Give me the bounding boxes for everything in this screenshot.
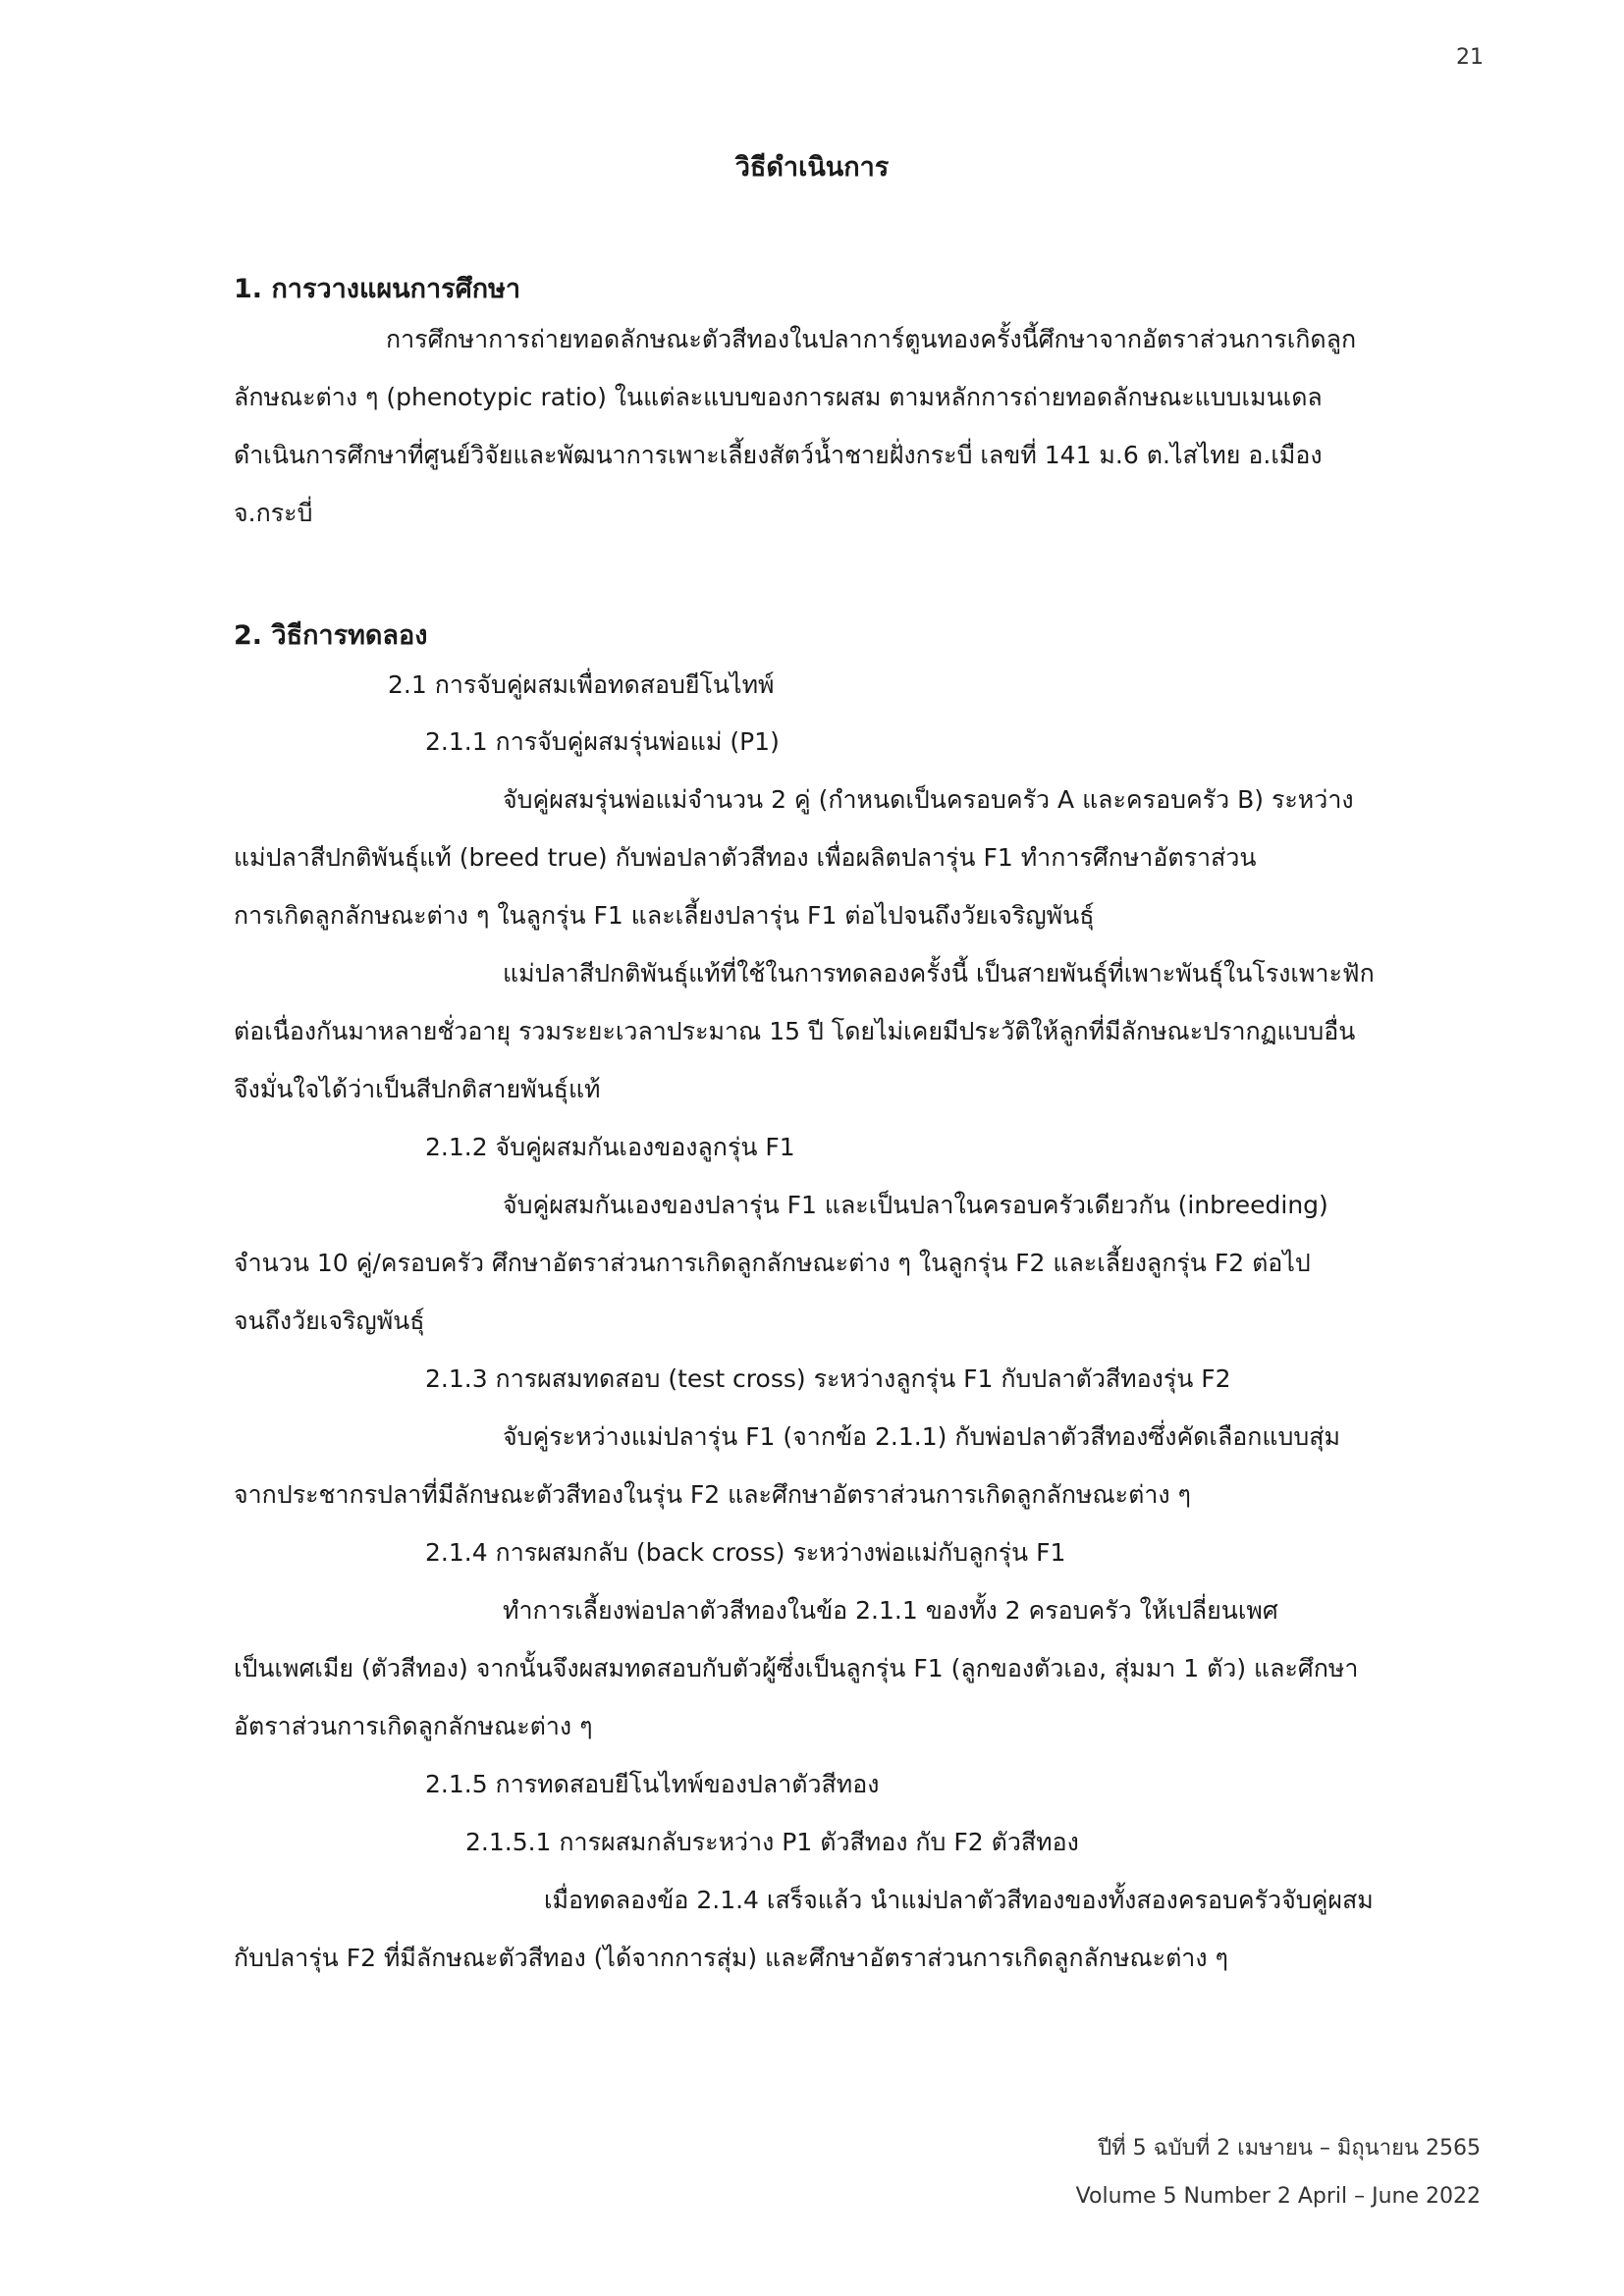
paragraph-line: จับคู่ระหว่างแม่ปลารุ่น F1 (จากข้อ 2.1.1) กับพ่อปลาตัวสีทองซึ่งคัดเลือกแบบสุ่ม (503, 1422, 1341, 1451)
subheading-2-1-3: 2.1.3 การผสมทดสอบ (test cross) ระหว่างลูกรุ่น F1 กับปลาตัวสีทองรุ่น F2 (425, 1364, 1231, 1393)
paragraph-line: แม่ปลาสีปกติพันธุ์แท้ (breed true) กับพ่อปลาตัวสีทอง เพื่อผลิตปลารุ่น F1 ทำการศึกษาอัตราส่วน (234, 843, 1257, 872)
section2-heading: 2. วิธีการทดลอง (234, 620, 428, 651)
paragraph-line: อัตราส่วนการเกิดลูกลักษณะต่าง ๆ (234, 1712, 593, 1740)
subheading-2-1-4: 2.1.4 การผสมกลับ (back cross) ระหว่างพ่อแม่กับลูกรุ่น F1 (425, 1538, 1066, 1567)
paragraph-line: จนถึงวัยเจริญพันธุ์ (234, 1307, 425, 1335)
section1-heading: 1. การวางแผนการศึกษา (234, 274, 521, 304)
section1-line: ลักษณะต่าง ๆ (phenotypic ratio) ในแต่ละแบบของการผสม ตามหลักการถ่ายทอดลักษณะแบบเมนเดล (234, 383, 1323, 411)
subheading-2-1-5: 2.1.5 การทดสอบยีโนไทพ์ของปลาตัวสีทอง (425, 1770, 880, 1798)
paragraph-line: ต่อเนื่องกันมาหลายชั่วอายุ รวมระยะเวลาประมาณ 15 ปี โดยไม่เคยมีประวัติให้ลูกที่มีลักษณะปรากฏแบบอื่น (234, 1017, 1356, 1045)
paragraph-line: การเกิดลูกลักษณะต่าง ๆ ในลูกรุ่น F1 และเลี้ยงปลารุ่น F1 ต่อไปจนถึงวัยเจริญพันธุ์ (234, 901, 1095, 930)
paragraph-line: ทำการเลี้ยงพ่อปลาตัวสีทองในข้อ 2.1.1 ของทั้ง 2 ครอบครัว ให้เปลี่ยนเพศ (503, 1596, 1278, 1625)
paragraph-line: จำนวน 10 คู่/ครอบครัว ศึกษาอัตราส่วนการเกิดลูกลักษณะต่าง ๆ ในลูกรุ่น F2 และเลี้ยงลูกรุ่น F2 ต่อไป (234, 1249, 1311, 1277)
page-number: 21 (1456, 45, 1484, 70)
paragraph-line: จับคู่ผสมรุ่นพ่อแม่จำนวน 2 คู่ (กำหนดเป็นครอบครัว A และครอบครัว B) ระหว่าง (503, 785, 1354, 814)
section1-line: ดำเนินการศึกษาที่ศูนย์วิจัยและพัฒนาการเพาะเลี้ยงสัตว์น้ำชายฝั่งกระบี่ เลขที่ 141 ม.6 ต.ไสไทย อ.เมือง (234, 441, 1323, 469)
paragraph-line: แม่ปลาสีปกติพันธุ์แท้ที่ใช้ในการทดลองครั้งนี้ เป็นสายพันธุ์ที่เพาะพันธุ์ในโรงเพาะฟัก (503, 959, 1375, 988)
subheading-2-1-2: 2.1.2 จับคู่ผสมกันเองของลูกรุ่น F1 (425, 1133, 795, 1161)
paragraph-line: เมื่อทดลองข้อ 2.1.4 เสร็จแล้ว นำแม่ปลาตัวสีทองของทั้งสองครอบครัวจับคู่ผสม (544, 1886, 1374, 1914)
subheading-2-1-5-1: 2.1.5.1 การผสมกลับระหว่าง P1 ตัวสีทอง กับ F2 ตัวสีทอง (465, 1828, 1079, 1856)
paragraph-line: จึงมั่นใจได้ว่าเป็นสีปกติสายพันธุ์แท้ (234, 1075, 601, 1103)
footer-issue-thai: ปีที่ 5 ฉบับที่ 2 เมษายน – มิถุนายน 2565 (1098, 2136, 1481, 2161)
subheading-2-1: 2.1 การจับคู่ผสมเพื่อทดสอบยีโนไทพ์ (388, 670, 775, 699)
footer-issue-english: Volume 5 Number 2 April – June 2022 (1075, 2184, 1481, 2209)
subheading-2-1-1: 2.1.1 การจับคู่ผสมรุ่นพ่อแม่ (P1) (425, 727, 780, 756)
section1-line: จ.กระบี่ (234, 499, 313, 527)
paragraph-line: จากประชากรปลาที่มีลักษณะตัวสีทองในรุ่น F2 และศึกษาอัตราส่วนการเกิดลูกลักษณะต่าง ๆ (234, 1480, 1191, 1509)
paragraph-line: เป็นเพศเมีย (ตัวสีทอง) จากนั้นจึงผสมทดสอบกับตัวผู้ซึ่งเป็นลูกรุ่น F1 (ลูกของตัวเอง, สุ่มมา 1 ตัว) และศึกษา (234, 1654, 1359, 1682)
section1-line: การศึกษาการถ่ายทอดลักษณะตัวสีทองในปลาการ์ตูนทองครั้งนี้ศึกษาจากอัตราส่วนการเกิดลูก (386, 325, 1357, 353)
paragraph-line: กับปลารุ่น F2 ที่มีลักษณะตัวสีทอง (ได้จากการสุ่ม) และศึกษาอัตราส่วนการเกิดลูกลักษณะต่าง ๆ (234, 1944, 1228, 1972)
page-title: วิธีดำเนินการ (734, 152, 890, 183)
paragraph-line: จับคู่ผสมกันเองของปลารุ่น F1 และเป็นปลาในครอบครัวเดียวกัน (inbreeding) (503, 1191, 1328, 1219)
